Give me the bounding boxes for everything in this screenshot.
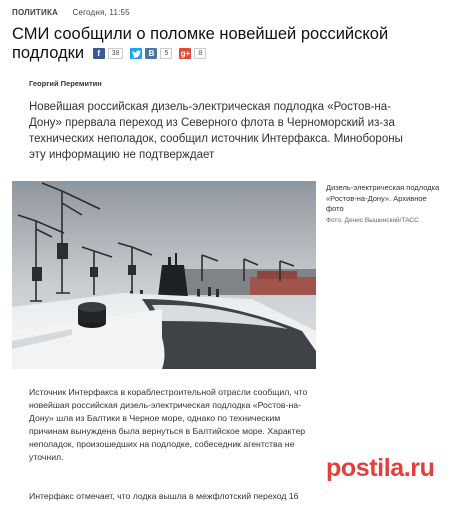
- vk-icon[interactable]: B: [145, 48, 157, 59]
- facebook-share-count: 38: [108, 48, 124, 59]
- facebook-icon[interactable]: f: [93, 48, 105, 59]
- article-title: [12, 25, 422, 63]
- watermark: postila.ru: [326, 454, 435, 482]
- publish-date: Сегодня, 11:55: [72, 8, 130, 17]
- author-name[interactable]: Георгий Перемитин: [29, 79, 102, 88]
- rubric-link[interactable]: ПОЛИТИКА: [12, 8, 59, 17]
- twitter-icon[interactable]: [130, 48, 142, 59]
- vk-share-count: 5: [160, 48, 172, 59]
- photo-credit: Фото: Денис Вышинский/ТАСС: [326, 216, 419, 224]
- article-paragraph: Источник Интерфакса в кораблестроительной отрасли сообщил, что новейшая российская дизель-электрическая подлодка «Ростов-на-Дону» шла из Балтики в Черное море, однако по техническим причинам вынуждена была вернуться в Балтийское море. Характер неполадок, произошедших на подлодке, собеседник агентства не уточнил.: [29, 387, 308, 462]
- caption-text: Дизель-электрическая подлодка «Ростов-на-Дону». Архивное фото: [326, 183, 440, 213]
- article-meta: [12, 8, 130, 17]
- photo-caption: [326, 183, 444, 226]
- submarine-photo-illustration: [12, 181, 316, 369]
- google-plus-share-count: 8: [194, 48, 206, 59]
- article-paragraph: Интерфакс отмечает, что лодка вышла в межфлотский переход 16: [29, 491, 299, 501]
- article-lead: Новейшая российская дизель-электрическая подлодка «Ростов-на-Дону» прервала переход из Северного флота в Черноморский из-за технических неполадок, сообщил источник Интерфакса. Минобороны эту информацию не подтверждает: [29, 101, 403, 161]
- article-title-text: СМИ сообщили о поломке новейшей российской подлодки: [12, 25, 389, 62]
- twitter-bird-glyph: [132, 50, 141, 58]
- share-bar: [93, 48, 211, 59]
- article-photo: [12, 181, 316, 369]
- google-plus-icon[interactable]: g+: [180, 49, 191, 59]
